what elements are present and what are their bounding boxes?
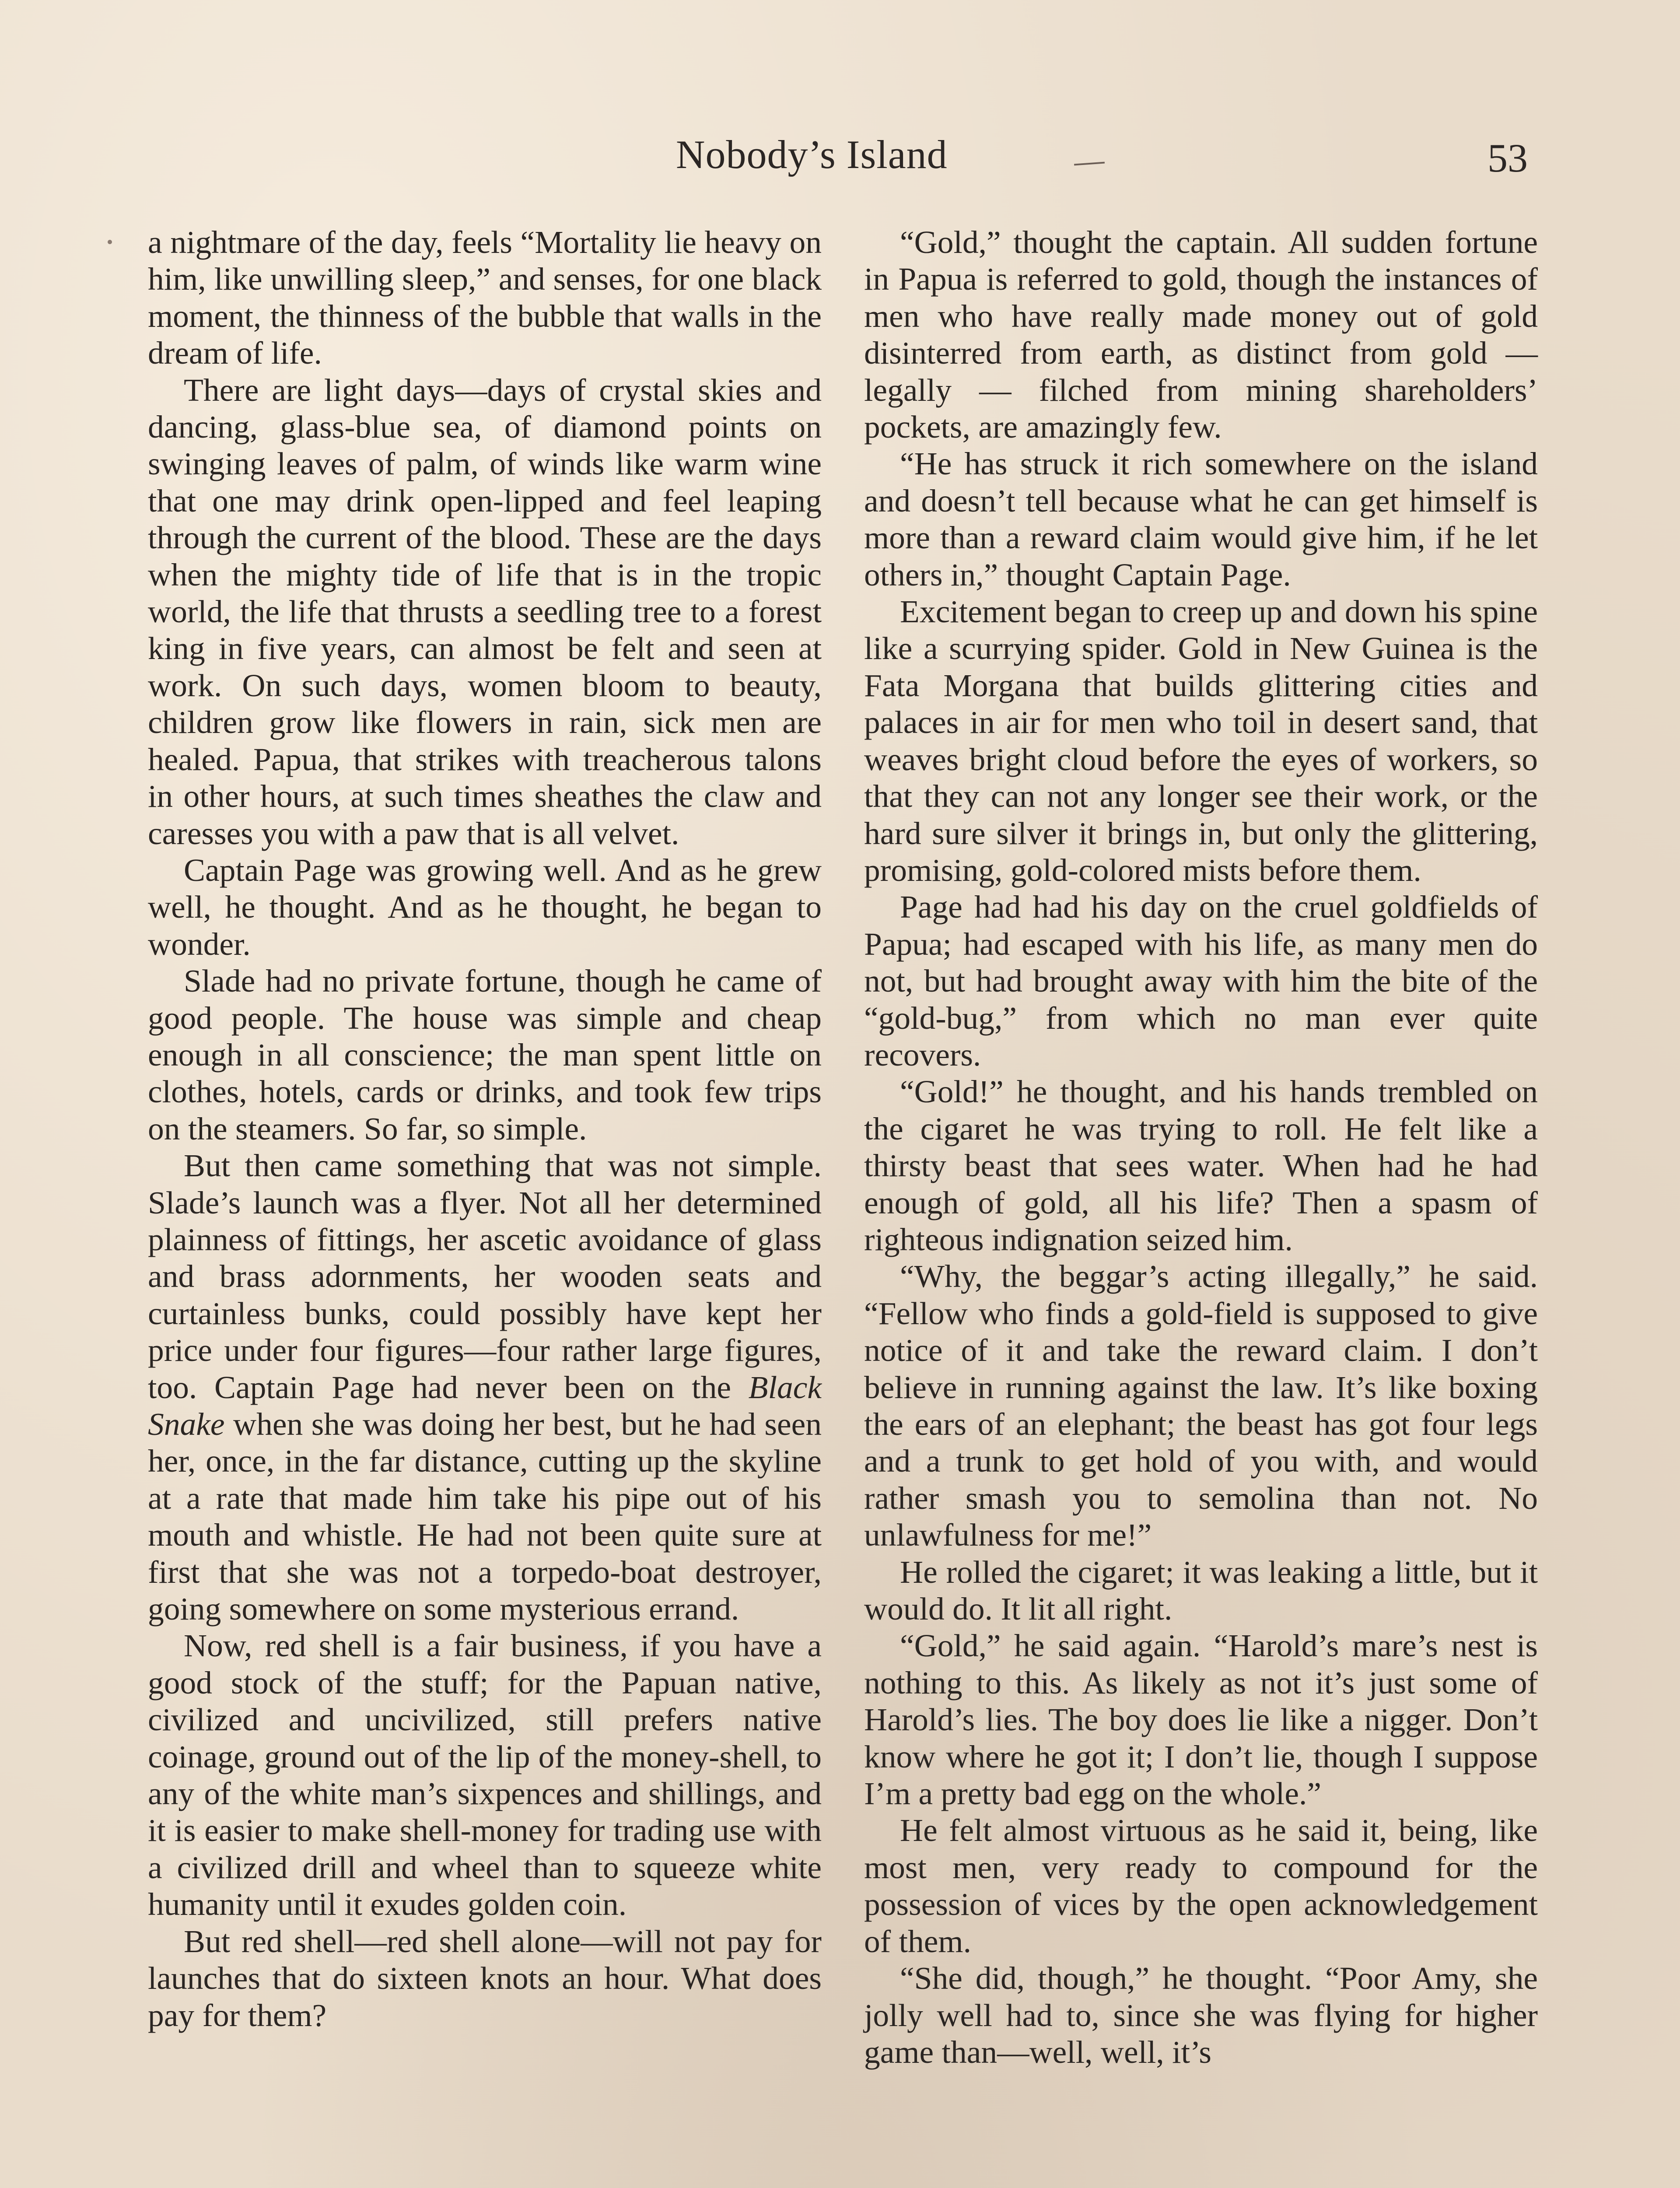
paragraph-text: But then came something that was not simple. Slade’s launch was a flyer. Not all her determined plainness of fittings, her ascetic avoidance of glass and brass adornments, her wooden seats and curtainless bunks, could possibly have kept her price under four figures—four rather large figures, too. Captain Page had never been on the [148,1148,822,1405]
paragraph: But red shell—red shell alone—will not pay for launches that do sixteen knots an hour. What does pay for them? [148,1923,822,2033]
paragraph: Page had had his day on the cruel goldfields of Papua; had escaped with his life, as many men do not, but had brought away with him the bite of the “gold-bug,” from which no man ever quite recovers. [864,889,1538,1073]
paragraph: Slade had no private fortune, though he came of good people. The house was simple and cheap enough in all conscience; the man spent little on clothes, hotels, cards or drinks, and took few trips on the steamers. So far, so simple. [148,963,822,1147]
paragraph: a nightmare of the day, feels “Mortality lie heavy on him, like unwilling sleep,” and senses, for one black moment, the thinness of the bubble that walls in the dream of life. [148,224,822,371]
right-text-column [864,224,1538,2071]
boat-name: Black Snake [148,1369,822,1442]
paragraph: Captain Page was growing well. And as he grew well, he thought. And as he thought, he began to wonder. [148,852,822,962]
margin-speck [108,240,112,244]
paragraph: He rolled the cigaret; it was leaking a little, but it would do. It lit all right. [864,1554,1538,1627]
running-header [0,131,1680,184]
paragraph: “He has struck it rich somewhere on the island and doesn’t tell because what he can get himself is more than a reward claim would give him, if he let others in,” thought Captain Page. [864,446,1538,593]
page-number: 53 [1488,136,1528,180]
paragraph: “She did, though,” he thought. “Poor Amy, she jolly well had to, since she was flying for higher game than—well, well, it’s [864,1960,1538,2070]
paragraph: There are light days—days of crystal skies and dancing, glass-blue sea, of diamond points on swinging leaves of palm, of winds like warm wine that one may drink open-lipped and feel leaping through the current of the blood. These are the days when the mighty tide of life that is in the tropic world, the life that thrusts a seedling tree to a forest king in five years, can almost be felt and seen at work. On such days, women bloom to beauty, children grow like flowers in rain, sick men are healed. Papua, that strikes with treacherous talons in other hours, at such times sheathes the claw and caresses you with a paw that is all velvet. [148,372,822,851]
running-title: Nobody’s Island [676,132,948,177]
paragraph: Now, red shell is a fair business, if you have a good stock of the stuff; for the Papuan native, civilized and uncivilized, still prefers native coinage, ground out of the lip of the money-shell, to any of the white man’s sixpences and shillings, and it is easier to make shell-money for trading use with a civilized drill and wheel than to squeeze white humanity until it exudes golden coin. [148,1628,822,1922]
paragraph: “Gold,” thought the captain. All sudden fortune in Papua is referred to gold, though the instances of men who have really made money out of gold disinterred from earth, as distinct from gold — legally — filched from mining shareholders’ pockets, are amazingly few. [864,224,1538,445]
paragraph: “Why, the beggar’s acting illegally,” he said. “Fellow who finds a gold-field is supposed to give notice of it and take the reward claim. I don’t believe in running against the law. It’s like boxing the ears of an elephant; the beast has got four legs and a trunk to get hold of you with, and would rather smash you to semolina than not. No unlawfulness for me!” [864,1259,1538,1553]
paragraph: “Gold!” he thought, and his hands trembled on the cigaret he was trying to roll. He felt like a thirsty beast that sees water. When had he had enough of gold, all his life? Then a spasm of righteous indignation seized him. [864,1074,1538,1257]
paragraph: He felt almost virtuous as he said it, being, like most men, very ready to compound for the possession of vices by the open acknowledgement of them. [864,1813,1538,1959]
paragraph: Excitement began to creep up and down his spine like a scurrying spider. Gold in New Guinea is the Fata Morgana that builds glittering cities and palaces in air for men who toil in desert sand, that weaves bright cloud before the eyes of workers, so that they can not any longer see their work, or the hard sure silver it brings in, but only the glittering, promising, gold-colored mists before them. [864,594,1538,888]
paragraph: “Gold,” he said again. “Harold’s mare’s nest is nothing to this. As likely as not it’s just some of Harold’s lies. The boy does lie like a nigger. Don’t know where he got it; I don’t lie, though I suppose I’m a pretty bad egg on the whole.” [864,1628,1538,1812]
paragraph-text: when she was doing her best, but he had seen her, once, in the far distance, cutting up the skyline at a rate that made him take his pipe out of his mouth and whistle. He had not been quite sure at first that she was not a torpedo-boat destroyer, going somewhere on some mysterious errand. [148,1406,822,1627]
paragraph [148,1147,822,1627]
left-text-column [148,224,822,2034]
